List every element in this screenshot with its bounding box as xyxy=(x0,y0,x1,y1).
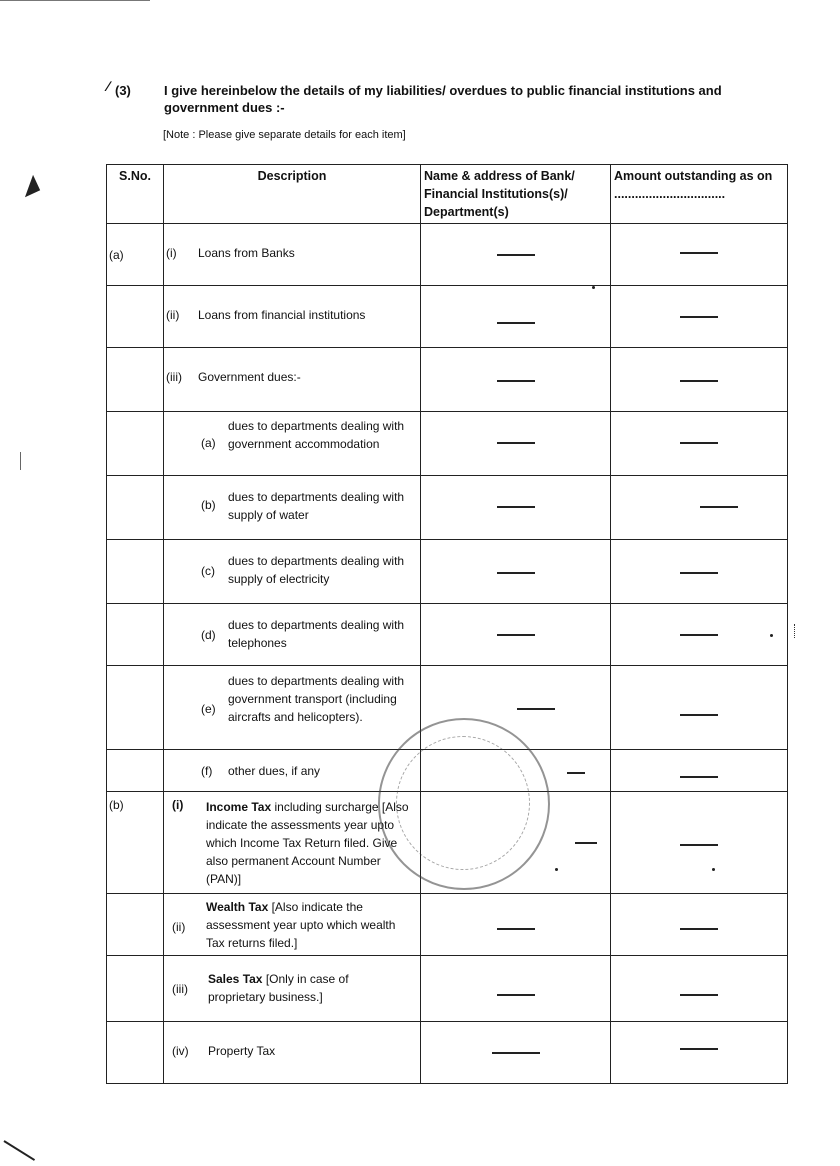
item-bold-text: Sales Tax xyxy=(208,972,263,986)
corner-pen-mark xyxy=(3,1140,35,1161)
bank-cell xyxy=(421,1022,611,1084)
nil-dash xyxy=(680,714,718,716)
nil-dash xyxy=(680,252,718,254)
item-text: dues to departments dealing with supply of electricity xyxy=(228,554,405,586)
description-cell xyxy=(164,412,421,476)
nil-dash xyxy=(497,572,535,574)
item-number: (i) xyxy=(172,798,184,812)
nil-dash xyxy=(680,380,718,382)
description-cell xyxy=(164,286,421,348)
sno-cell xyxy=(107,348,164,412)
nil-dash xyxy=(680,994,718,996)
item-text: other dues, if any xyxy=(228,764,321,778)
item-letter: (a) xyxy=(201,436,216,450)
description-cell xyxy=(164,666,421,750)
sno-cell xyxy=(107,540,164,604)
sno-cell xyxy=(107,666,164,750)
amount-cell xyxy=(611,792,788,894)
item-number: (i) xyxy=(166,246,177,260)
nil-dash xyxy=(680,844,718,846)
scan-artifact-right xyxy=(794,624,798,638)
amount-cell xyxy=(611,540,788,604)
section-heading-text: I give hereinbelow the details of my liabilities/ overdues to public financial institutions and government dues :- xyxy=(164,83,722,115)
description-cell xyxy=(164,224,421,286)
item-number: (ii) xyxy=(172,920,186,934)
table-row xyxy=(107,1022,788,1084)
nil-dash xyxy=(492,1052,540,1054)
sno-cell xyxy=(107,792,164,894)
description-cell xyxy=(164,540,421,604)
table-row xyxy=(107,348,788,412)
item-text: dues to departments dealing with supply of water xyxy=(228,490,405,522)
table-row xyxy=(107,224,788,286)
sno-label: (a) xyxy=(109,248,124,262)
table-row xyxy=(107,286,788,348)
sno-label: (b) xyxy=(109,798,124,812)
bank-cell xyxy=(421,412,611,476)
description-cell xyxy=(164,894,421,956)
sno-cell xyxy=(107,894,164,956)
nil-dash xyxy=(497,928,535,930)
ink-dot xyxy=(592,286,595,289)
description-cell xyxy=(164,956,421,1022)
nil-dash xyxy=(700,506,738,508)
nil-dash xyxy=(680,928,718,930)
item-letter: (e) xyxy=(201,702,216,716)
nil-dash xyxy=(567,772,585,774)
description-cell xyxy=(164,1022,421,1084)
item-letter: (c) xyxy=(201,564,215,578)
bank-cell xyxy=(421,604,611,666)
bank-cell xyxy=(421,224,611,286)
description-cell xyxy=(164,604,421,666)
nil-dash xyxy=(680,442,718,444)
sno-cell xyxy=(107,286,164,348)
nil-dash xyxy=(497,994,535,996)
table-row xyxy=(107,412,788,476)
item-text: Loans from financial institutions xyxy=(198,308,366,322)
item-text: Property Tax xyxy=(208,1044,276,1058)
item-text: dues to departments dealing with government accommodation xyxy=(228,419,405,451)
ink-dot xyxy=(555,868,558,871)
item-text: Government dues:- xyxy=(198,370,301,384)
item-letter: (b) xyxy=(201,498,216,512)
sno-cell xyxy=(107,750,164,792)
nil-dash xyxy=(497,322,535,324)
amount-cell xyxy=(611,956,788,1022)
header-amount: Amount outstanding as on ................................ xyxy=(611,165,788,224)
amount-cell xyxy=(611,476,788,540)
nil-dash xyxy=(680,572,718,574)
pen-mark: ◢ xyxy=(15,169,42,200)
item-text: dues to departments dealing with telephones xyxy=(228,618,405,650)
item-text: dues to departments dealing with government transport (including aircrafts and helicopters). xyxy=(228,674,405,724)
tick-mark: ∕ xyxy=(107,78,110,94)
official-stamp xyxy=(378,718,550,890)
item-letter: (d) xyxy=(201,628,216,642)
nil-dash xyxy=(680,1048,718,1050)
description-cell xyxy=(164,348,421,412)
sno-cell xyxy=(107,956,164,1022)
amount-cell xyxy=(611,894,788,956)
item-text: Loans from Banks xyxy=(198,246,295,260)
description-cell xyxy=(164,476,421,540)
item-number: (iii) xyxy=(172,982,188,996)
bank-cell xyxy=(421,540,611,604)
sno-cell xyxy=(107,412,164,476)
bank-cell xyxy=(421,956,611,1022)
nil-dash xyxy=(680,776,718,778)
item-bold-text: Wealth Tax xyxy=(206,900,269,914)
item-text xyxy=(206,898,406,952)
liabilities-table xyxy=(106,164,788,1084)
table-row xyxy=(107,894,788,956)
item-rest-text: including surcharge [Also indicate the assessments year upto which Income Tax Return filed. Give also permanent Account Number (PAN)] xyxy=(206,800,409,886)
sno-cell xyxy=(107,604,164,666)
section-number: (3) xyxy=(115,83,131,98)
bank-cell xyxy=(421,476,611,540)
header-description: Description xyxy=(164,165,421,224)
amount-cell xyxy=(611,286,788,348)
item-rest-text: [Also indicate the assessment year upto which wealth Tax returns filed.] xyxy=(206,900,396,950)
nil-dash xyxy=(497,634,535,636)
item-number: (iv) xyxy=(172,1044,189,1058)
scan-edge-line xyxy=(0,0,150,1)
header-bank: Name & address of Bank/ Financial Institutions(s)/ Department(s) xyxy=(421,165,611,224)
ink-dot xyxy=(712,868,715,871)
nil-dash xyxy=(497,442,535,444)
nil-dash xyxy=(497,380,535,382)
stamp-inner-ring xyxy=(396,736,530,870)
sno-cell xyxy=(107,476,164,540)
item-rest-text: [Only in case of proprietary business.] xyxy=(208,972,349,1004)
nil-dash xyxy=(497,506,535,508)
nil-dash xyxy=(680,634,718,636)
amount-cell xyxy=(611,348,788,412)
nil-dash xyxy=(680,316,718,318)
note-text: [Note : Please give separate details for each item] xyxy=(163,129,406,141)
table-row xyxy=(107,476,788,540)
amount-cell xyxy=(611,666,788,750)
amount-cell xyxy=(611,224,788,286)
table-row xyxy=(107,956,788,1022)
amount-cell xyxy=(611,1022,788,1084)
sno-cell xyxy=(107,1022,164,1084)
item-bold-text: Income Tax xyxy=(206,800,272,814)
ink-dot xyxy=(770,634,773,637)
sno-cell xyxy=(107,224,164,286)
item-text xyxy=(208,970,408,1006)
table-row xyxy=(107,540,788,604)
amount-cell xyxy=(611,412,788,476)
bank-cell xyxy=(421,286,611,348)
nil-dash xyxy=(575,842,597,844)
item-letter: (f) xyxy=(201,764,213,778)
nil-dash xyxy=(497,254,535,256)
header-sno: S.No. xyxy=(107,165,164,224)
amount-cell xyxy=(611,750,788,792)
table-row xyxy=(107,604,788,666)
item-number: (ii) xyxy=(166,308,180,322)
item-number: (iii) xyxy=(166,370,182,384)
amount-cell xyxy=(611,604,788,666)
bank-cell xyxy=(421,894,611,956)
bank-cell xyxy=(421,348,611,412)
scan-artifact xyxy=(20,452,21,470)
table-header-row xyxy=(107,165,788,224)
nil-dash xyxy=(517,708,555,710)
